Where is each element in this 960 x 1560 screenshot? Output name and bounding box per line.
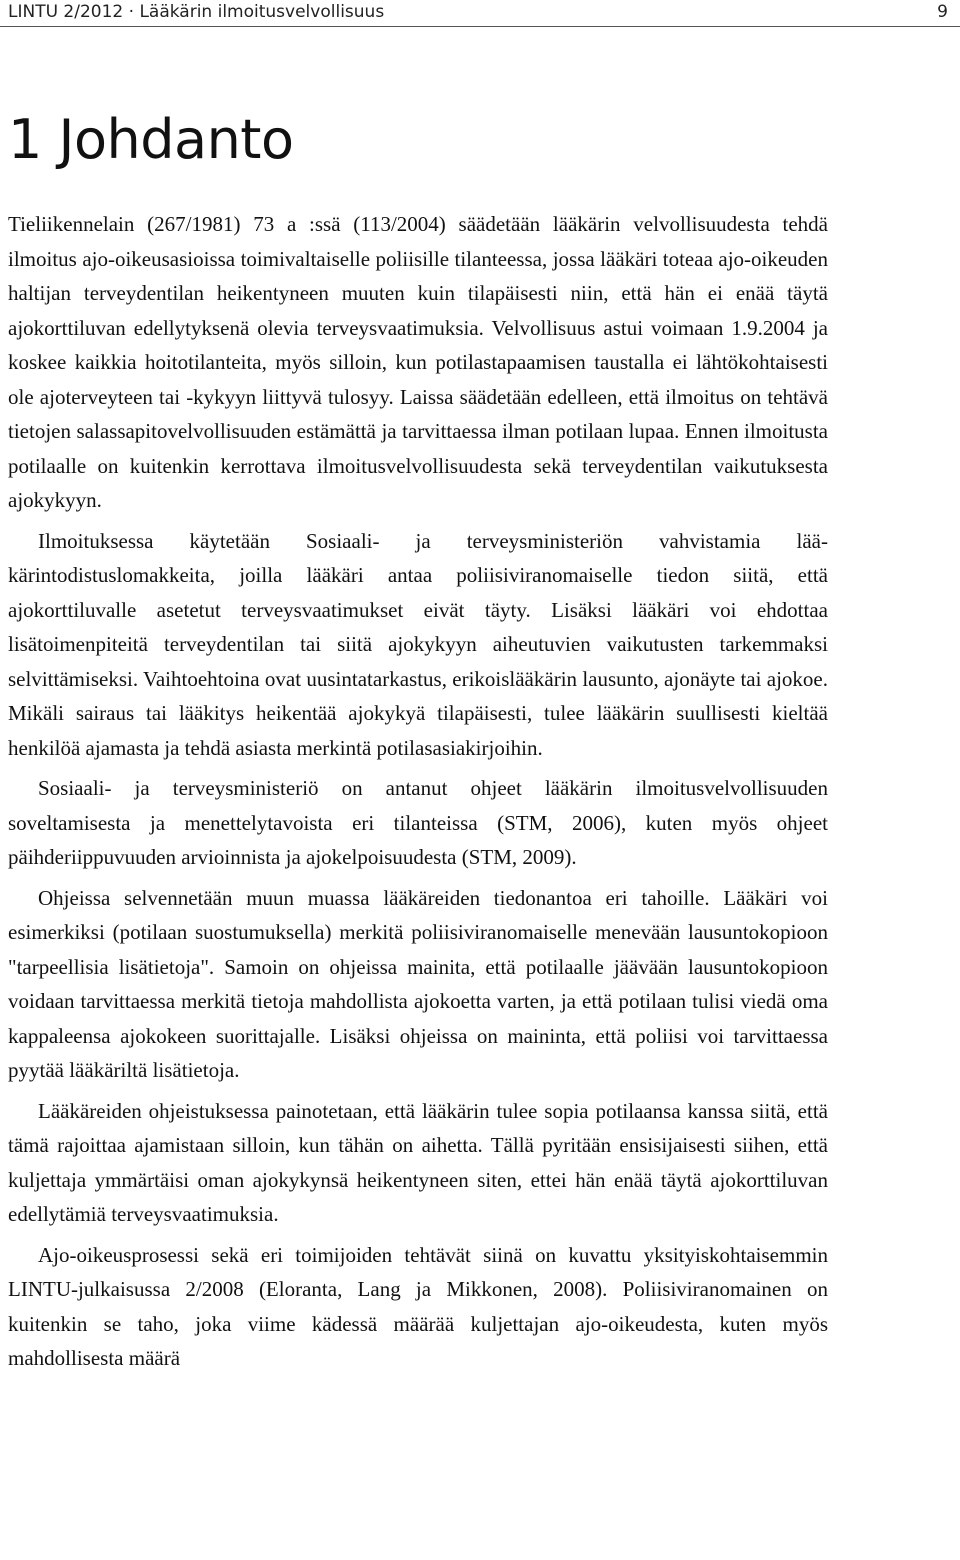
body-text (8, 207, 828, 1376)
header-publication-title: LINTU 2/2012 · Lääkärin ilmoitusvelvollisuus (8, 2, 385, 22)
paragraph-4: Ohjeissa selvennetään muun muassa lääkäreiden tiedonantoa eri tahoille. Lääkäri voi esimerkiksi (potilaan suostumuksella) merkitä poliisiviranomaiselle menevään lausuntokopioon "tarpeellisia lisätietoja". Samoin on ohjeissa mainita, että potilaalle jäävään lausuntokopioon voidaan tarvittaessa merkitä tietoja mahdollista ajokoetta varten, ja että potilaan tulisi viedä oma kappaleensa ajokokeen suorittajalle. Lisäksi ohjeissa on maininta, että poliisi voi tarvittaessa pyytää lääkäriltä lisätietoja. (8, 885, 828, 1082)
chapter-title: 1 Johdanto (8, 108, 294, 171)
paragraph-2: Ilmoituksessa käytetään Sosiaali- ja terveysministeriön vahvistamia lääkärintodistuslomakkeita, joilla lääkäri antaa poliisiviranomaiselle tiedon siitä, että ajokorttiluvalle asetetut terveysvaatimukset eivät täyty. Lisäksi lääkäri voi ehdottaa lisätoimenpiteitä terveydentilan tai siitä ajokykyyn aiheutuvien vaikutusten tarkemmaksi selvittämiseksi. Vaihtoehtoina ovat uusintatarkastus, erikoislääkärin lausunto, ajonäyte tai ajokoe. Mikäli sairaus tai lääkitys heikentää ajokykyä tilapäisesti, tulee lääkärin suullisesti kieltää henkilöä ajamasta ja tehdä asiasta merkintä potilasasiakirjoihin. (8, 528, 828, 760)
page-number: 9 (937, 2, 948, 22)
paragraph-5: Lääkäreiden ohjeistuksessa painotetaan, että lääkärin tulee sopia potilaansa kanssa siitä, että tämä rajoittaa ajamistaan silloin, kun tähän on aihetta. Tällä pyritään ensisijaisesti siihen, että kuljettaja ymmärtäisi oman ajokykynsä heikentyneen siten, ettei hän enää täytä ajokorttiluvan edellytämiä terveysvaatimuksia. (8, 1098, 828, 1226)
paragraph-6: Ajo-oikeusprosessi sekä eri toimijoiden tehtävät siinä on kuvattu yksityiskohtaisemmin LINTU-julkaisussa 2/2008 (Eloranta, Lang ja Mikkonen, 2008). Poliisiviranomainen on kuitenkin se taho, joka viime kädessä määrää kuljettajan ajo-oikeudesta, kuten myös mahdollisesta määrä (8, 1242, 828, 1370)
running-header (0, 0, 960, 27)
paragraph-1: Tieliikennelain (267/1981) 73 a :ssä (113/2004) säädetään lääkärin velvollisuudesta tehdä ilmoitus ajo-oikeusasioissa toimivaltaiselle poliisille tilanteessa, jossa lääkäri toteaa ajo-oikeuden haltijan terveydentilan heikentyneen muuten kuin tilapäisesti niin, että hän ei enää täytä ajokorttiluvan edellytyksenä olevia terveysvaatimuksia. Velvollisuus astui voimaan 1.9.2004 ja koskee kaikkia hoitotilanteita, myös silloin, kun potilastapaamisen taustalla ei lähtökohtaisesti ole ajoterveyteen tai -kykyyn liittyvä tulosyy. Laissa säädetään edelleen, että ilmoitus on tehtävä tietojen salassapitovelvollisuuden estämättä ja tarvittaessa ilman potilaan lupaa. Ennen ilmoitusta potilaalle on kuitenkin kerrottava ilmoitusvelvollisuudesta sekä terveydentilan vaikutuksesta ajokykyyn. (8, 212, 828, 512)
paragraph-3: Sosiaali- ja terveysministeriö on antanut ohjeet lääkärin ilmoitusvelvollisuuden soveltamisesta ja menettelytavoista eri tilanteissa (STM, 2006), kuten myös ohjeet päihderiippuvuuden arvioinnista ja ajokelpoisuudesta (STM, 2009). (8, 776, 828, 869)
